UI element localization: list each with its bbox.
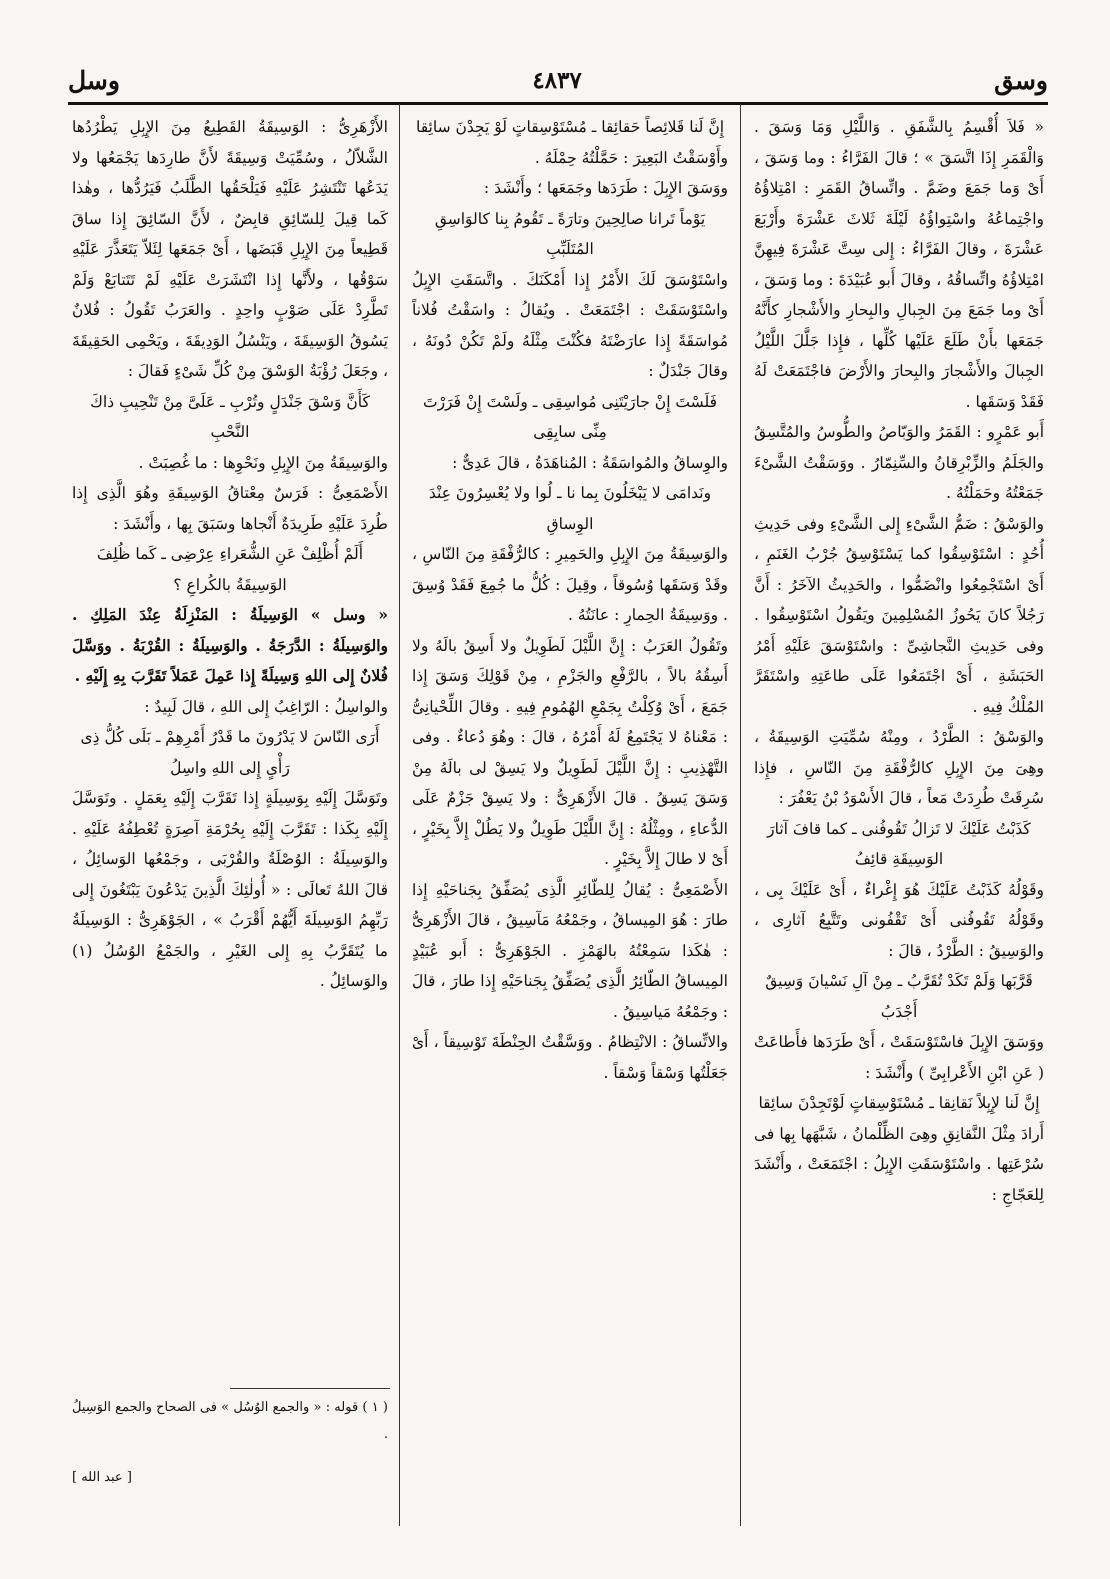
footnote: ( ١ ) قوله : « والجمع الوُسُل » فى الصحاح والجمع الوَسِيلُ .: [72, 1400, 388, 1442]
paragraph: الأَزْهَرِىُّ : الوَسِيقَةُ القَطِيعُ مِنَ الإِبِلِ يَطْرُدُها الشَّلاّلُ ، وسُمِّيَتْ وَسِيقَةً لأَنَّ طارِدَها يَجْمَعُها ولا يَدَعُها تَنْتَشِرُ عَلَيْهِ فَيَلْحَقُها الطَّلَبُ فَيَرُدُّها ، وهٰذا كَما قِيلَ لِلسّائِقِ قابِضٌ ، لأَنَّ السّائِقَ إِذا ساقَ قَطِيعاً مِنَ الإِبِلِ قَبَضَها ، أَىْ جَمَعَها لِئَلاّ يَتَعَذَّرَ عَلَيْهِ سَوْقُها ، ولأَنَّها إِذا انْتَشَرَتْ عَلَيْهِ لَمْ تَتَتابَعْ وَلَمْ تَطَّرِدْ عَلَى صَوْبٍ واحِدٍ . والعَرَبُ تَقُولُ : فُلانٌ يَسُوقُ الوَسِيقَةَ ، ويَنْسُلُ الوَدِيقَةَ ، ويَحْمِى الحَقِيقَةَ ، وجَعَلَ رُؤْبَةُ الوَسْقَ مِنْ كُلِّ شَىْءٍ فَقالَ :: [72, 118, 388, 380]
paragraph: ووَسَقَ الإِبِلَ فاسْتَوْسَقَتْ ، أَىْ طَرَدَها فأَطاعَتْ ( عَنِ ابْنِ الأَعْرابِىِّ ) وأَنْشَدَ :: [754, 1033, 1044, 1082]
paragraph: وأَوْسَقْتُ البَعِيرَ : حَمَّلْتُهُ حِمْلَهُ .: [534, 148, 728, 167]
editor-signature: [ عبد الله ]: [72, 1470, 132, 1485]
paragraph: والواسِلُ : الرّاغِبُ إِلى اللهِ ، قالَ لَبِيدٌ :: [144, 697, 388, 716]
paragraph: والوَسْقُ : الطَّرْدُ ، ومِنْهُ سُمِّيَتِ الوَسِيقَةُ ، وهِىَ مِنَ الإِبِلِ كالرُّفْقَةِ مِنَ النّاسِ ، فإِذا سُرِقَتْ طُرِدَتْ مَعاً ، قالَ الأَسْوَدُ بْنُ يَعْفُرَ :: [754, 728, 1044, 807]
paragraph: والوَسِيقَةُ مِنَ الإِبِلِ ونَحْوِها : ما غُصِبَتْ .: [138, 453, 388, 472]
column-right: [754, 112, 1044, 1522]
header-left-word: وسل: [68, 65, 120, 95]
verse: كَذَبْتُ عَلَيْكَ لا تَزالُ تَقُوفُنى ـ كما قافَ آثارَ الوَسِيقَةِ قائِفُ: [767, 819, 1031, 868]
paragraph: الأَصْمَعِىُّ : يُقالُ لِلطّائِرِ الَّذِى يُصَفِّقُ بِجَناحَيْهِ إِذا طارَ : هُوَ المِيساقُ ، وجَمْعُهُ مَآسِيقُ ، قالَ الأَزْهَرِىُّ : هٰكَذا سَمِعْتُهُ بالهَمْزِ . الجَوْهَرِىُّ : أَبو عُبَيْدٍ المِيساقُ الطّائِرُ الَّذِى يُصَفِّقُ بِجَناحَيْهِ إِذا طارَ ، قالَ : وجَمْعُهُ مَياسِيقُ .: [412, 880, 728, 1021]
entry-head-wsl: « وسل » الوَسِيلَةُ : المَنْزِلَةُ عِنْدَ المَلِكِ . والوَسِيلَةُ : الدَّرَجَةُ . والوَسِيلَةُ : القُرْبَةُ . ووَسَّلَ فُلانٌ إِلى اللهِ وَسِيلَةً إِذا عَمِلَ عَمَلاً تَقَرَّبَ بِهِ إِلَيْهِ .: [72, 605, 388, 685]
verse: قَرَّبَها وَلَمْ تَكَدْ تُقَرَّبُ ـ مِنْ آلِ نَسْيانَ وَسِيقٌ أَجْدَبُ: [765, 972, 1033, 1021]
paragraph: والوِساقُ والمُواسَقَةُ : المُناهَدَةُ ، قالَ عَدِىٌّ :: [452, 453, 728, 472]
paragraph: الأَصْمَعِىُّ : فَرَسٌ مِعْتاقُ الوَسِيقَةِ وهُوَ الَّذِى إِذا طُرِدَ عَلَيْهِ طَرِيدَةٌ أَنْجاها وسَبَقَ بِها ، وأَنْشَدَ :: [72, 484, 388, 533]
verse: فَلَسْتَ إِنْ جارَيْتَنِى مُواسِقِى ـ ولَسْتَ إِنْ فَرَرْتَ مِنِّى سابِقِى: [422, 392, 718, 441]
column-divider-right: [740, 104, 741, 1526]
verse: إِنَّ لَنا قَلائِصاً حَقائِقا ـ مُسْتَوْسِقاتٍ لَوْ يَجِدْنَ سائِقا: [415, 118, 725, 136]
page-header: [68, 58, 1048, 102]
paragraph: والوَسْقُ : ضَمُّ الشَّىْءِ إِلى الشَّىْءِ وفى حَدِيثِ أُحُدٍ : اسْتَوْسِقُوا كما يَسْتَوْسِقُ جُرْبُ الغَنَمِ ، أَىْ اسْتَجْمِعُوا وانْضَمُّوا ، والحَدِيثُ الآخَرُ : أَنَّ رَجُلاً كانَ يَحُوزُ المُسْلِمِينَ ويَقُولُ اسْتَوْسِقُوا . وفى حَدِيثِ النَّجاشِىِّ : واسْتَوْسَقَ عَلَيْهِ أَمْرُ الحَبَشَةِ ، أَىْ اجْتَمَعُوا عَلَى طاعَتِهِ واسْتَقَرَّ المُلْكُ فِيهِ .: [754, 514, 1044, 716]
paragraph: وقَوْلُهُ كَذَبْتُ عَلَيْكَ هُوَ إِغْراءٌ ، أَىْ عَلَيْكَ بِى ، وقَوْلُهُ تَقُوفُنى أَىْ تَقْفُونى وتَتَّبِعُ آثارِى ، والوَسِيقُ : الطَّرْدُ ، قالَ :: [754, 880, 1044, 960]
paragraph: أَبو عَمْرٍو : القَمَرُ والوَبّاصُ والطُّوسُ والمُتَّسِقُ والجَلَمُ والزِّبْرِقانُ والسِّنِمّارُ . ووَسَقْتُ الشَّىْءَ جَمَعْتُهُ وحَمَلْتُهُ .: [754, 423, 1044, 502]
paragraph: والوَسِيقَةُ مِنَ الإِبِلِ والحَمِيرِ : كالرُّفْقَةِ مِنَ النّاسِ ، وقَدْ وَسَقَها وُسُوقاً ، وقِيلَ : كُلُّ ما جُمِعَ فَقَدْ وُسِقَ . ووَسِيقَةُ الحِمارِ : عانَتُهُ .: [412, 545, 728, 624]
paragraph: واسْتَوْسَقَ لَكَ الأَمْرُ إِذا أَمْكَنَكَ . واتَّسَقَتِ الإِبِلُ واسْتَوْسَقَتْ : اجْتَمَعَتْ . ويُقالُ : واسَقْتُ فُلاناً مُواسَقَةً إِذا عارَضْتَهُ فكُنْتَ مِثْلَهُ ولَمْ تَكُنْ دُونَهُ ، وقالَ جَنْدَلٌ :: [412, 270, 728, 380]
paragraph: وتَقُولُ العَرَبُ : إِنَّ اللَّيْلَ لَطَوِيلٌ ولا أَسِقُ بالَهُ ولا أَسِقُهُ بالاً ، بالرَّفْعِ والجَزْمِ ، مِنْ قَوْلِكَ وَسَقَ إِذا جَمَعَ ، أَىْ وُكِلْتُ بِجَمْعِ الهُمُومِ فِيهِ . وقالَ اللِّحْيانِىُّ : مَعْناهُ لا يَجْتَمِعُ لَهُ أَمْرُهُ ، قالَ : وهُوَ دُعاءٌ . وفى التَّهْذِيبِ : إِنَّ اللَّيْلَ لَطَوِيلٌ ولا يَسِقْ لى بالَهُ مِنْ وَسَقَ يَسِقُ . قالَ الأَزْهَرِىُّ : ولا يَسِقْ جَزْمٌ عَلَى الدُّعاءِ ، ومِثْلُهُ : إِنَّ اللَّيْلَ طَوِيلٌ ولا يَطُلْ إِلاَّ بِخَيْرٍ ، أَىْ لا طالَ إِلاَّ بِخَيْرٍ .: [412, 636, 728, 868]
header-rule: [68, 102, 1048, 105]
verse: أَلَمْ أُظْلِفْ عَنِ الشُّعَراءِ عِرْضِى ـ كَما ظُلِفَ الوَسِيقَةُ بالكُراعِ ؟: [96, 545, 364, 594]
header-right-word: وسق: [994, 65, 1048, 95]
footnote-rule: [230, 1388, 390, 1389]
column-left: [72, 112, 388, 1492]
paragraph: « فَلاَ أُقْسِمُ بِالشَّفَقِ . وَاللَّيْلِ وَمَا وَسَقَ . وَالْقَمَرِ إِذَا اتَّسَقَ » ؛ قالَ الفَرَّاءُ : وما وَسَقَ ، أَىْ وَما جَمَعَ وضَمَّ . واتِّساقُ القَمَرِ : امْتِلاؤُهُ واجْتِماعُهُ واسْتِواؤُهُ لَيْلَةَ ثَلاثَ عَشْرَةَ وأَرْبَعَ عَشْرَةَ ، وقالَ الفَرَّاءُ : إِلى سِتَّ عَشْرَةَ فِيهِنَّ امْتِلاؤُهُ واتِّساقُهُ ، وقالَ أَبو عُبَيْدَةَ : وما وَسَقَ ، أَىْ وما جَمَعَ مِنَ الجِبالِ والبِحارِ والأَشْجارِ كأَنَّهُ جَمَعَها بأَنْ طَلَعَ عَلَيْها كُلِّها ، فإِذا جَلَّلَ اللَّيْلُ الجِبالَ والأَشْجارَ والبِحارَ والأَرْضَ فاجْتَمَعَتْ لَهُ فَقَدْ وَسَقَها .: [754, 118, 1044, 411]
column-middle: [412, 112, 728, 1522]
paragraph: وتَوَسَّلَ إِلَيْهِ بِوَسِيلَةٍ إِذا تَقَرَّبَ إِلَيْهِ بِعَمَلٍ . وتَوَسَّلَ إِلَيْهِ بِكَذا : تَقَرَّبَ إِلَيْهِ بِحُرْمَةِ آصِرَةٍ تُعْطِفُهُ عَلَيْهِ . والوَسِيلَةُ : الوُصْلَةُ والقُرْبَى ، وجَمْعُها الوَسائِلُ ، قالَ اللهُ تَعالَى : « أُولٰئِكَ الَّذِينَ يَدْعُونَ يَبْتَغُونَ إِلى رَبِّهِمُ الوَسِيلَةَ أَيُّهُمْ أَقْرَبُ » ، الجَوْهَرِىُّ : الوَسِيلَةُ ما يُتَقَرَّبُ بِهِ إِلى الغَيْرِ ، والجَمْعُ الوُسُلُ (١) والوَسائِلُ .: [72, 789, 388, 990]
verse: يَوْماً تَرانا صالِحِينَ وتارَةً ـ تَقُومُ بِنا كالوَاسِقِ المُتَلَبِّبِ: [434, 209, 706, 258]
page-number: ٤٨٣٧: [532, 66, 582, 94]
paragraph: والاتِّساقُ : الانْتِظامُ . ووَسَّقْتُ الحِنْطَةَ تَوْسِيقاً ، أَىْ جَعَلْتُها وَسْقاً وَسْقاً .: [412, 1033, 728, 1082]
paragraph: ووَسَقَ الإِبِلَ : طَرَدَها وجَمَعَها ؛ وأَنْشَدَ :: [483, 179, 728, 197]
verse: كَأَنَّ وَسْقَ جَنْدَلٍ وتُرْبِ ـ عَلَىَّ مِنْ تَنْحِيبِ ذاكَ النَّحْبِ: [90, 392, 370, 441]
column-divider-left: [399, 104, 400, 1526]
verse: أَرَى النّاسَ لا يَدْرُونَ ما قَدْرُ أَمْرِهِمْ ـ بَلَى كُلُّ ذِى رَأْىٍ إِلى اللهِ واسِلُ: [80, 728, 380, 777]
verse: ونَدامَى لا يَبْخَلُونَ بِما نا ـ لُوا ولا يُعْسِرُونَ عِنْدَ الوِساقِ: [428, 484, 712, 533]
paragraph: أَرادَ مِثْلَ النَّقانِقِ وهِىَ الظِّلْمانُ ، شَبَّهَها بِها فى سُرْعَتِها . واسْتَوْسَقَتِ الإِبِلُ : اجْتَمَعَتْ ، وأَنْشَدَ لِلعَجّاجِ :: [754, 1124, 1044, 1204]
verse: إِنَّ لَنا لإِبِلاً نَقانِقا ـ مُسْتَوْسِقاتٍ لَوْتَجِدْنَ سائِقا: [758, 1094, 1040, 1112]
